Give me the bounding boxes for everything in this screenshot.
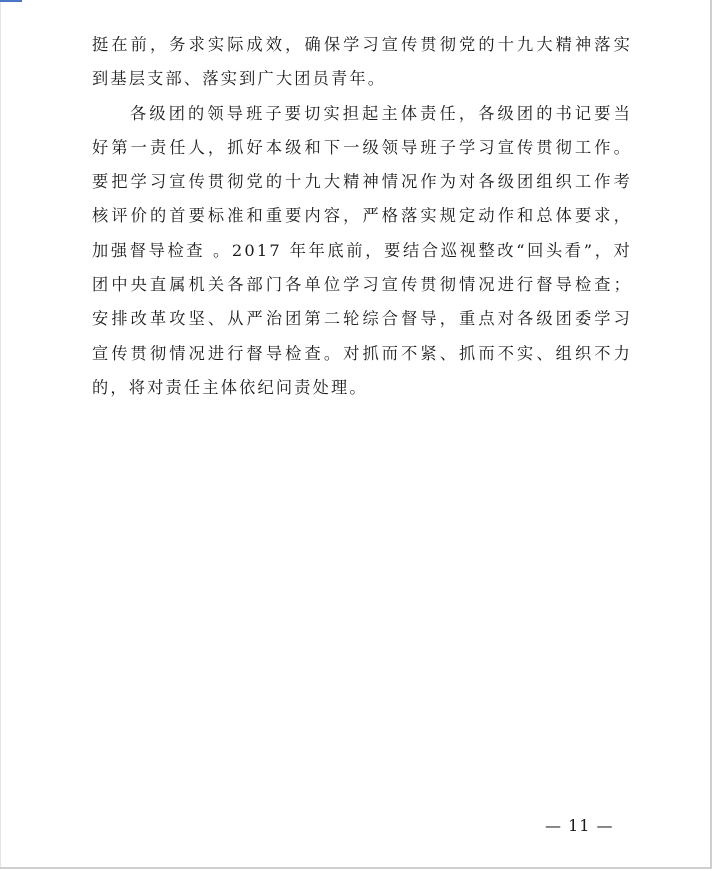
paragraph-2-line-9: 的，将对责任主体依纪问责处理。: [92, 377, 368, 397]
paragraph-1-line-2: 到基层支部、落实到广大团员青年。: [92, 69, 387, 89]
paragraph-2-line-1: 各级团的领导班子要切实担起主体责任，各级团的书记要当: [130, 103, 632, 123]
paragraph-2-line-5: 加强督导检查 。2017 年年底前，要结合巡视整改“回头看”，对: [92, 240, 632, 260]
paragraph-2-line-7: 安排改革攻坚、从严治团第二轮综合督导，重点对各级团委学习: [92, 309, 632, 329]
page-number: — 11 —: [545, 816, 614, 835]
paragraph-2-line-2: 好第一责任人，抓好本级和下一级领导班子学习宣传贯彻工作。: [92, 137, 632, 157]
paragraph-2-line-3: 要把学习宣传贯彻党的十九大精神情况作为对各级团组织工作考: [92, 172, 632, 192]
paragraph-1-line-1: 挺在前，务求实际成效，确保学习宣传贯彻党的十九大精神落实: [92, 35, 632, 54]
paragraph-2-line-8: 宣传贯彻情况进行督导检查。对抓而不紧、抓而不实、组织不力: [92, 343, 632, 363]
paragraph-2-line-4: 核评价的首要标准和重要内容，严格落实规定动作和总体要求，: [92, 206, 632, 226]
document-body: [92, 28, 632, 405]
page-corner-marker: [0, 0, 22, 2]
paragraph-2-line-6: 团中央直属机关各部门各单位学习宣传贯彻情况进行督导检查；: [92, 275, 632, 295]
